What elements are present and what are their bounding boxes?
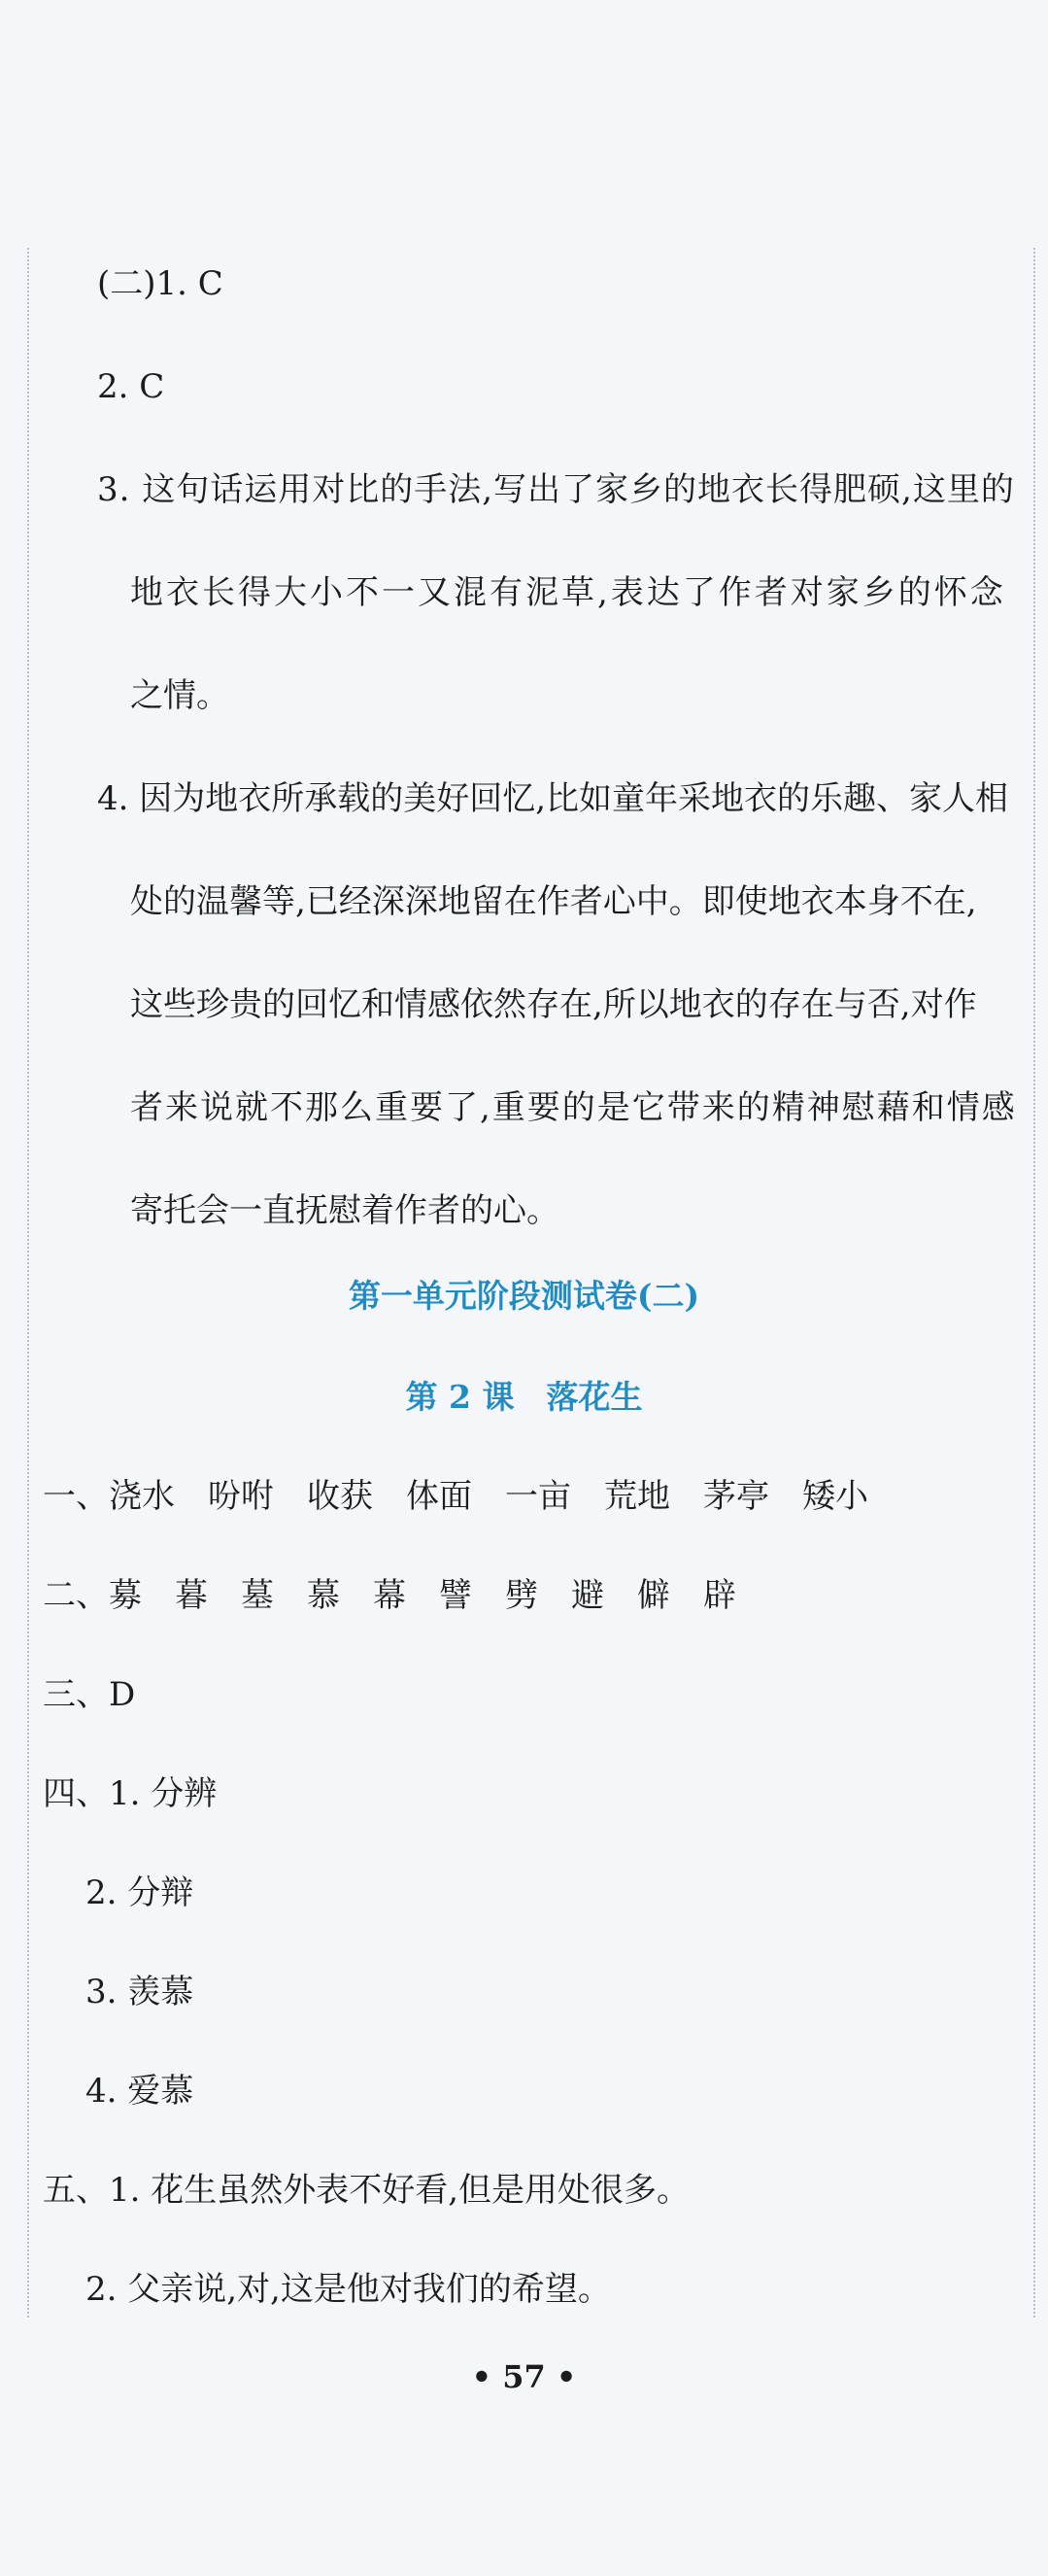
section-two-q4-line2: 处的温馨等,已经深深地留在作者心中。即使地衣本身不在, — [130, 882, 977, 921]
part-four-q4: 4. 爱慕 — [85, 2072, 194, 2111]
section-two-q4-line4: 者来说就不那么重要了,重要的是它带来的精神慰藉和情感 — [130, 1088, 1017, 1127]
section-two-q3-line3: 之情。 — [130, 676, 229, 715]
section-two-q1: (二)1. C — [97, 264, 223, 303]
lesson-title: 第 2 课 落花生 — [405, 1378, 643, 1416]
part-one-answers: 一、浇水 吩咐 收获 体面 一亩 荒地 茅亭 矮小 — [43, 1477, 868, 1516]
section-two-q4-line3: 这些珍贵的回忆和情感依然存在,所以地衣的存在与否,对作 — [130, 985, 977, 1024]
section-two-q3-line2: 地衣长得大小不一又混有泥草,表达了作者对家乡的怀念 — [130, 573, 1006, 612]
section-two-q4-line5: 寄托会一直抚慰着作者的心。 — [130, 1191, 559, 1230]
unit-test-title: 第一单元阶段测试卷(二) — [348, 1277, 700, 1315]
part-four-q1: 四、1. 分辨 — [43, 1774, 218, 1813]
section-two-q3-line1: 3. 这句话运用对比的手法,写出了家乡的地衣长得肥硕,这里的 — [97, 470, 1015, 509]
part-three-answer: 三、D — [43, 1675, 136, 1714]
part-four-q2: 2. 分辩 — [85, 1873, 194, 1912]
part-four-q3: 3. 羡慕 — [85, 1973, 194, 2011]
part-five-q1: 五、1. 花生虽然外表不好看,但是用处很多。 — [43, 2171, 691, 2210]
section-two-q4-line1: 4. 因为地衣所承载的美好回忆,比如童年采地衣的乐趣、家人相 — [97, 779, 1009, 818]
part-two-answers: 二、募 暮 墓 慕 幕 譬 劈 避 僻 辟 — [43, 1576, 736, 1615]
part-five-q2: 2. 父亲说,对,这是他对我们的希望。 — [85, 2270, 611, 2309]
section-two-q2: 2. C — [97, 367, 165, 406]
page-number: • 57 • — [471, 2358, 577, 2395]
